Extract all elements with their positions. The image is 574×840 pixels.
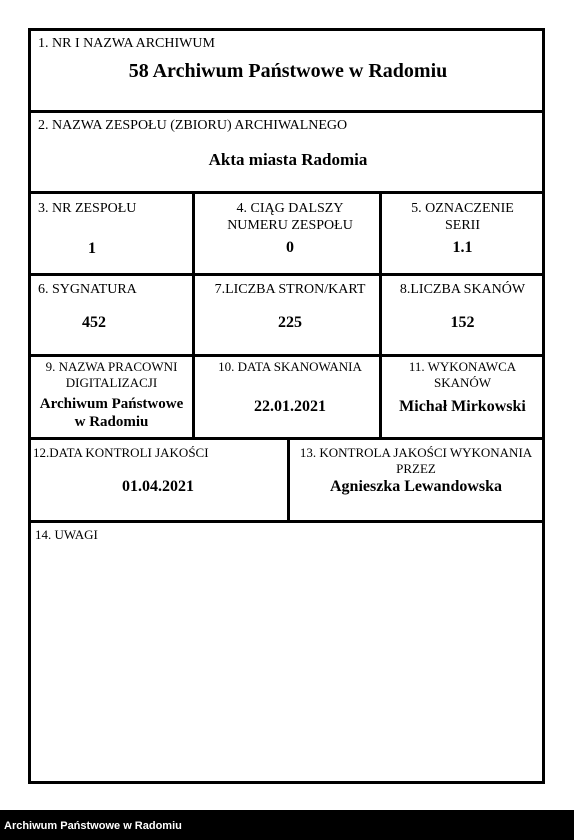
remarks-cell — [35, 527, 535, 777]
row-divider — [31, 191, 542, 194]
archive-value: 58 Archiwum Państwowe w Radomiu — [128, 60, 448, 82]
fonds-number-value: 1 — [88, 240, 96, 257]
lab-cell — [33, 359, 190, 434]
scans-cell — [385, 281, 540, 351]
series-label-1: 5. OZNACZENIE — [411, 201, 514, 216]
row-divider — [31, 110, 542, 113]
scan-date-value: 22.01.2021 — [254, 398, 326, 415]
remarks-label: 14. UWAGI — [35, 527, 98, 542]
col-divider — [379, 194, 382, 273]
signature-label: 6. SYGNATURA — [38, 282, 137, 297]
fonds-name-cell — [38, 117, 538, 191]
lab-label-1: 9. NAZWA PRACOWNI — [45, 359, 178, 374]
col-divider — [192, 276, 195, 354]
fonds-number-cont-label-1: 4. CIĄG DALSZY — [236, 201, 344, 216]
qc-date-cell — [33, 445, 283, 517]
fonds-number-cont-cell — [197, 200, 383, 270]
scan-operator-value: Michał Mirkowski — [399, 398, 526, 415]
col-divider — [379, 357, 382, 437]
col-divider — [287, 440, 290, 520]
qc-by-label-2: PRZEZ — [396, 461, 436, 476]
footer-text: Archiwum Państwowe w Radomiu — [4, 820, 182, 832]
archive-label: 1. NR I NAZWA ARCHIWUM — [38, 36, 215, 51]
signature-cell — [38, 281, 188, 351]
qc-by-label-1: 13. KONTROLA JAKOŚCI WYKONANIA — [299, 445, 533, 460]
fonds-number-label: 3. NR ZESPOŁU — [38, 201, 137, 216]
scans-value: 152 — [450, 314, 475, 331]
scan-date-cell — [197, 359, 383, 434]
series-label-2: SERII — [445, 218, 480, 233]
row-divider — [31, 354, 542, 357]
footer-bar — [0, 810, 574, 840]
scan-date-label: 10. DATA SKANOWANIA — [218, 359, 362, 374]
pages-label: 7.LICZBA STRON/KART — [214, 282, 366, 297]
series-cell — [385, 200, 540, 270]
lab-value-1: Archiwum Państwowe — [39, 396, 184, 412]
fonds-number-cont-value: 0 — [286, 239, 294, 256]
qc-date-value: 01.04.2021 — [122, 478, 194, 495]
pages-value: 225 — [278, 314, 302, 331]
qc-by-value: Agnieszka Lewandowska — [329, 478, 503, 495]
col-divider — [379, 276, 382, 354]
series-value: 1.1 — [452, 239, 473, 256]
archive-cell — [38, 35, 538, 110]
qc-by-cell — [292, 445, 540, 517]
qc-date-label: 12.DATA KONTROLI JAKOŚCI — [33, 445, 209, 460]
metadata-card — [28, 28, 545, 784]
fonds-number-cell — [38, 200, 188, 270]
fonds-name-label: 2. NAZWA ZESPOŁU (ZBIORU) ARCHIWALNEGO — [38, 118, 348, 133]
lab-label-2: DIGITALIZACJI — [65, 375, 158, 390]
col-divider — [192, 194, 195, 273]
scan-operator-label-2: SKANÓW — [433, 375, 492, 390]
scans-label: 8.LICZBA SKANÓW — [399, 282, 526, 297]
col-divider — [192, 357, 195, 437]
scan-operator-label-1: 11. WYKONAWCA — [408, 359, 517, 374]
signature-value: 452 — [82, 314, 106, 331]
fonds-number-cont-label-2: NUMERU ZESPOŁU — [227, 218, 353, 233]
scan-operator-cell — [385, 359, 540, 434]
pages-cell — [197, 281, 383, 351]
row-divider — [31, 273, 542, 276]
row-divider — [31, 520, 542, 523]
lab-value-2: w Radomiu — [74, 414, 149, 430]
fonds-name-value: Akta miasta Radomia — [208, 150, 368, 169]
